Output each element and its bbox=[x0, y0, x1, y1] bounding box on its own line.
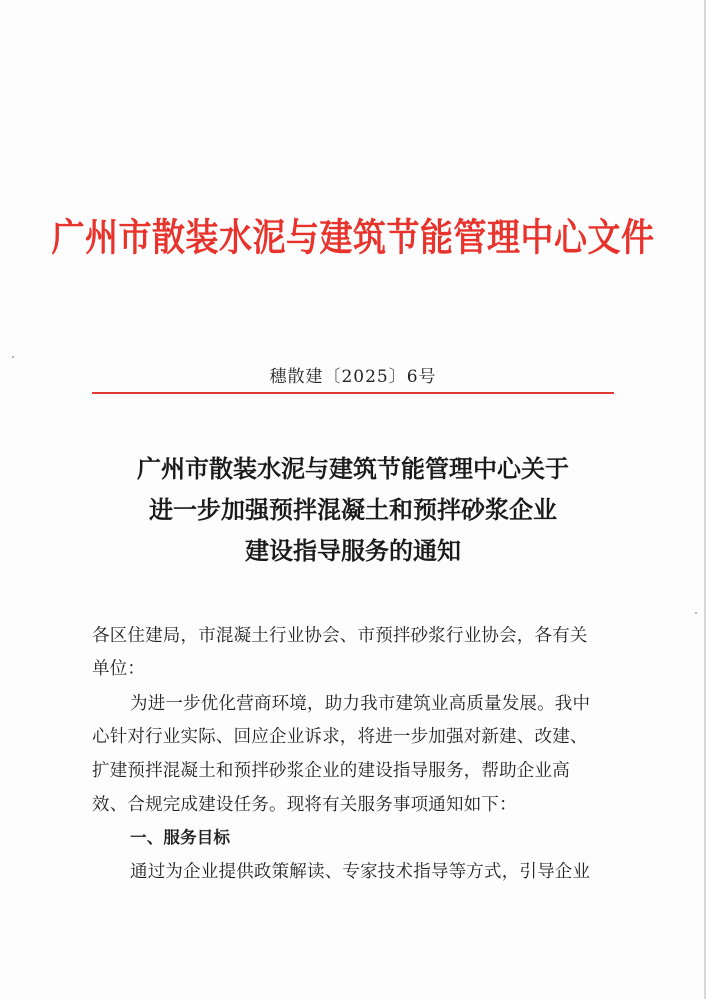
paragraph-1-line-4: 效、合规完成建设任务。现将有关服务事项通知如下： bbox=[92, 795, 517, 815]
addressee-line-2: 单位： bbox=[92, 659, 146, 679]
section-1-heading: 一、服务目标 bbox=[130, 828, 231, 847]
document-number: 穗散建〔2025〕6号 bbox=[269, 367, 437, 387]
paragraph-1-line-3: 扩建预拌混凝土和预拌砂浆企业的建设指导服务，帮助企业高 bbox=[92, 761, 570, 781]
title-line-1: 广州市散装水泥与建筑节能管理中心关于 bbox=[137, 454, 569, 483]
document-title bbox=[0, 448, 706, 571]
paragraph-1-line-1: 为进一步优化营商环境，助力我市建筑业高质量发展。我中 bbox=[130, 694, 591, 714]
paragraph-1-line-2: 心针对行业实际、回应企业诉求，将进一步加强对新建、改建、 bbox=[92, 727, 588, 747]
section-1-line-1: 通过为企业提供政策解读、专家技术指导等方式，引导企业 bbox=[130, 862, 591, 882]
scan-speck bbox=[12, 356, 14, 358]
scan-speck bbox=[695, 612, 697, 614]
red-divider-line bbox=[92, 392, 614, 394]
title-line-3: 建设指导服务的通知 bbox=[245, 536, 461, 565]
addressee-line-1: 各区住建局，市混凝土行业协会、市预拌砂浆行业协会，各有关 bbox=[92, 626, 588, 646]
issuer-header: 广州市散装水泥与建筑节能管理中心文件 bbox=[51, 214, 655, 260]
title-line-2: 进一步加强预拌混凝土和预拌砂浆企业 bbox=[149, 495, 557, 524]
